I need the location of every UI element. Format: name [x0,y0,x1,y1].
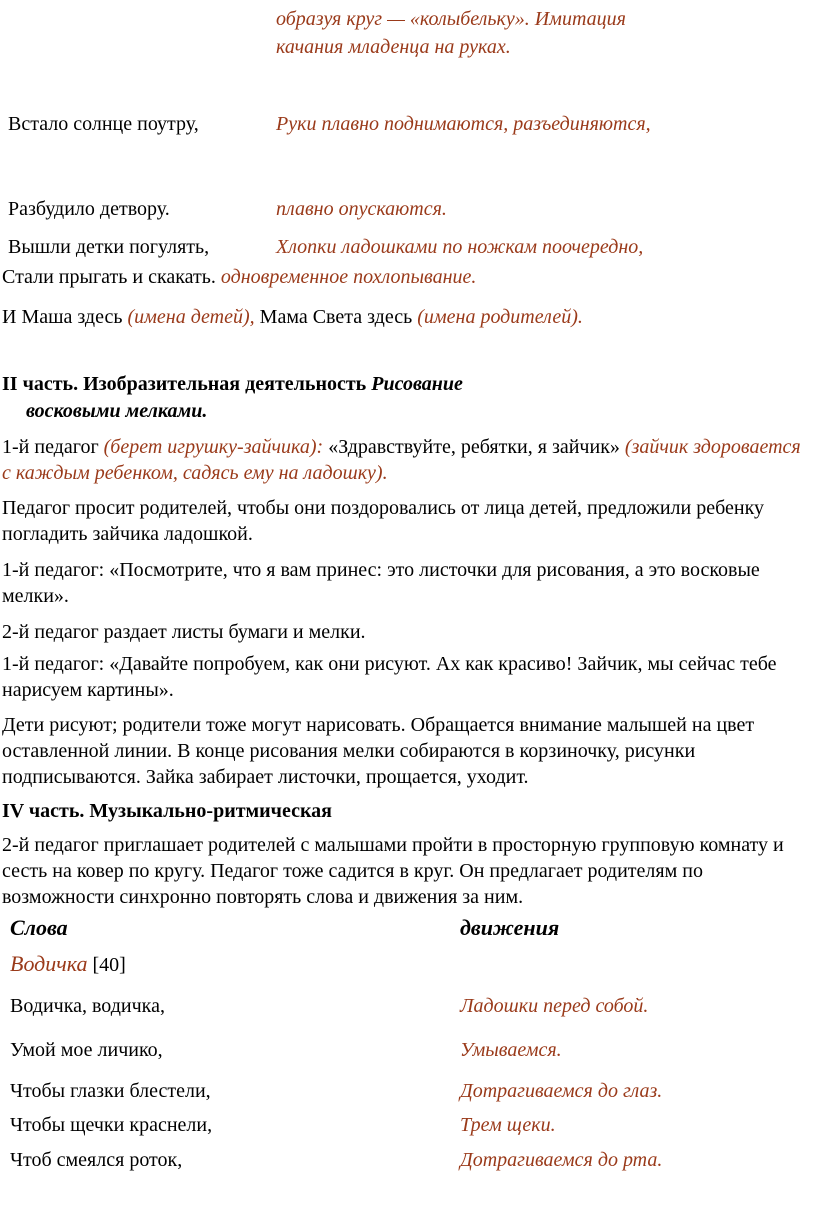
section-heading: IV часть. Музыкально-ритмическая [2,800,332,822]
verse-line [2,264,476,290]
verse-text: Стали прыгать и скакать. [2,266,216,288]
movement-text: качания младенца на руках. [276,36,511,58]
movement-text: Хлопки ладошками по ножкам поочередно, [276,236,644,258]
section-heading [2,371,463,397]
paragraph: 1-й педагог: «Посмотрите, что я вам принес: это листочки для рисования, а это восковые мелки». [2,559,760,607]
paragraph: 1-й педагог: «Давайте попробуем, как они рисуют. Ах как красиво! Зайчик, мы сейчас тебе нарисуем картины». [2,653,777,701]
movement-text: одновременное похлопывание. [220,266,477,288]
paragraph [2,434,810,486]
moves-cell: Умываемся. [460,1039,562,1061]
moves-cell: Ладошки перед собой. [460,995,649,1017]
verse-line: Встало солнце поутру, [8,113,199,135]
paragraph: Педагог просит родителей, чтобы они поздоровались от лица детей, предложили ребенку погладить зайчика ладошкой. [2,497,765,545]
movement-text: (имена родителей). [417,306,583,328]
paragraph: 2-й педагог раздает листы бумаги и мелки. [2,621,366,643]
words-cell: Умой мое личико, [10,1039,163,1061]
paragraph-text: 1-й педагог [2,436,104,458]
words-cell: Чтобы глазки блестели, [10,1080,211,1102]
paragraph: 2-й педагог приглашает родителей с малышами пройти в просторную групповую комнату и сесть на ковер по кругу. Педагог тоже садится в круг. Он предлагает родителям по возможности синхронно повторять слова и движения за ним. [2,834,784,908]
column-header-moves: движения [460,915,560,940]
movement-text: плавно опускаются. [276,198,447,220]
movement-text: образуя круг — «колыбельку». Имитация [276,8,626,30]
column-header-words: Слова [10,915,68,940]
heading-italic: Рисование [371,373,463,395]
words-cell: Водичка, водичка, [10,995,165,1017]
moves-cell: Дотрагиваемся до рта. [460,1149,663,1171]
heading-bold: II часть. Изобразительная деятельность [2,373,372,395]
words-cell: Чтобы щечки краснели, [10,1114,213,1136]
song-title [10,951,126,978]
movement-text: (берет игрушку-зайчика): [103,436,324,458]
heading-italic: восковыми мелками. [26,400,208,422]
song-reference: [40] [87,954,126,976]
words-cell: Чтоб смеялся роток, [10,1149,183,1171]
moves-cell: Трем щеки. [460,1114,556,1136]
verse-text: И Маша здесь [2,306,128,328]
movement-text: Руки плавно поднимаются, разъединяются, [276,113,651,135]
movement-text: (имена детей), [127,306,255,328]
movement-text: (зайчик здоровается с каждым ребенком, садясь ему на ладошку). [2,436,801,484]
names-line [2,304,583,330]
verse-line: Вышли детки погулять, [8,236,210,258]
verse-line: Разбудило детвору. [8,198,170,220]
song-name: Водичка [10,951,88,976]
paragraph: Дети рисуют; родители тоже могут нарисовать. Обращается внимание малышей на цвет оставленной линии. В конце рисования мелки собираются в корзиночку, рисунки подписываются. Зайка забирает листочки, прощается, уходит. [2,714,755,788]
paragraph-text: «Здравствуйте, ребятки, я зайчик» [323,436,625,458]
moves-cell: Дотрагиваемся до глаз. [460,1080,663,1102]
verse-text: Мама Света здесь [254,306,418,328]
